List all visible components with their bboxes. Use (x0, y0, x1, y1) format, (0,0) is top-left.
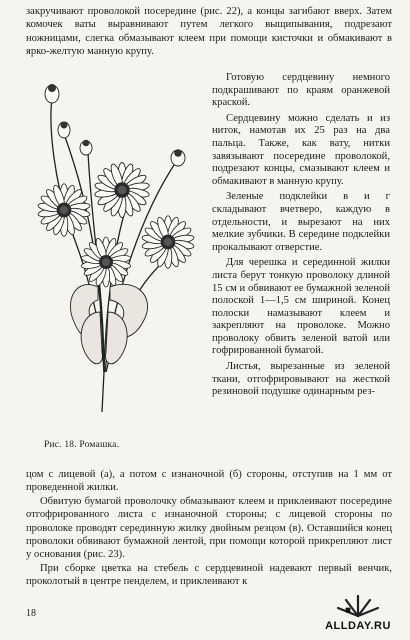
sun-logo-icon (312, 590, 404, 620)
bottom-text (26, 468, 392, 589)
paragraph: закручивают проволокой посередине (рис. 22), а концы загибают вверх. Затем комочек ваты выравнивают путем легкого выщипывания, подрезают ножницами, слегка обмазывают клеем при помощи кисточки и обмакивают в ярко-желтую манную крупу. (26, 6, 392, 58)
paragraph: При сборке цветка на стебель с сердцевиной надевают первый венчик, проколотый в центре пенделем, и приклеивают к (26, 562, 392, 588)
top-paragraph (26, 5, 392, 59)
figure-caption: Рис. 18. Ромашка. (44, 440, 120, 450)
flower-heads (37, 163, 194, 288)
paragraph: Сердцевину можно сделать и из ниток, намотав их 25 раз на два пальца. Также, как вату, нитки завязывают посередине проволокой, подрезают концы, смазывают клеем и обмакивают в манную крупу. (212, 112, 390, 187)
paragraph: Готовую сердцевину немного подкрашивают по краям оранжевой краской. (212, 72, 390, 109)
paragraph: цом с лицевой (а), а потом с изнаночной (б) стороны, отступив на 1 мм от проведенной жилки. (26, 469, 392, 494)
paragraph: Зеленые подклейки в и г складывают вчетверо, каждую в отдельности, и вырезают на них мелкие зубчики. В середине подклейки прокалывают отверстие. (212, 191, 390, 253)
paragraph: Обвитую бумагой проволочку обмазывают клеем и приклеивают посередине отгофрированного листа с изнаночной стороны; с лицевой стороны по проволоке проводят серединную жилку двойным резцом (в). Оставшийся конец проволоки обвивают бумажной лентой, при помощи которой прикрепляют лист у основания (рис. 23). (26, 495, 392, 561)
page-number: 18 (26, 608, 36, 619)
right-column (212, 72, 390, 402)
watermark (312, 590, 404, 636)
watermark-text: ALLDAY.RU (325, 620, 391, 632)
chamomile-illustration (26, 72, 206, 427)
buds (45, 84, 185, 166)
paragraph: Листья, вырезанные из зеленой ткани, отгофрировывают на жесткой резиновой подушке одинарным рез- (212, 361, 390, 398)
paragraph: Для черешка и серединной жилки листа берут тонкую проволоку длиной 15 см и обвивают ее бумажной зеленой полоской 1—1,5 см шириной. Конец полоски намазывают клеем и закрепляют на проволоке. Можно проволоку обвить зеленой ватой или гофрированной бумагой. (212, 257, 390, 357)
